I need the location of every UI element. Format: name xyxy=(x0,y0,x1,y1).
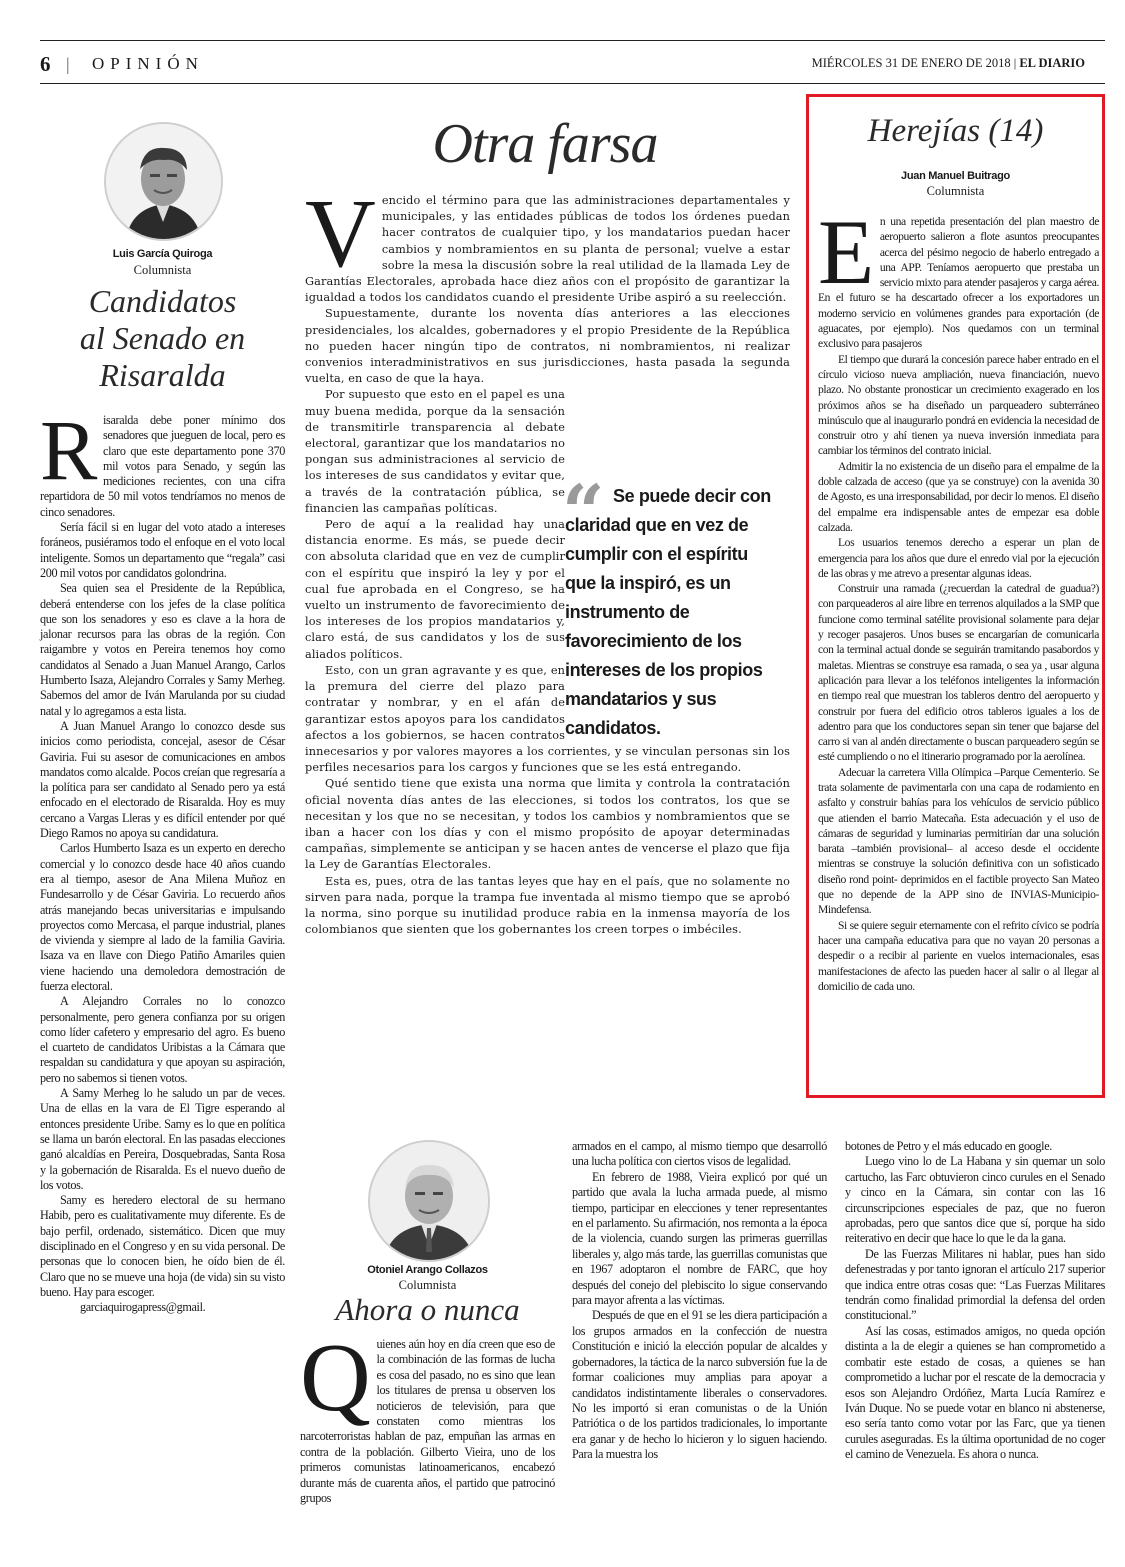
paragraph: Luego vino lo de La Habana y sin quemar un solo cartucho, las Farc obtuvieron cinco curules en el Senado y cinco en la Cámara, sin contar con las 16 circunscripciones especiales de paz, que no fueron aprobadas, pero que santos dice que sí, porque ha sido reiterativo en decir que hace lo que le da la gana. xyxy=(845,1154,1105,1246)
paragraph xyxy=(40,402,285,520)
top-rule xyxy=(40,40,1105,41)
article-body-col1 xyxy=(300,1324,555,1506)
paragraph: Supuestamente, durante los noventa días anteriores a las elecciones presidenciales, los alcaldes, gobernadores y el propio Presidente de la República no pueden hacer ningún tipo de contratos, ni nombramientos, ni realizar convenios interadministrativos en sus jurisdicciones, hasta pasada la segunda vuelta, en caso de que la haya. xyxy=(305,307,790,386)
paragraph: Samy es heredero electoral de su hermano Habib, pero es cualitativamente muy diferente. Es de bajo perfil, ordenado, sistemático. Dicen que muy disciplinado en el Congreso y en su vida personal. De personas que lo conocen bien, he oído bien de él. Claro que no se mueve una hoja (de vida) sin su visto bueno. Hay para escoger. xyxy=(40,1193,285,1299)
paragraph: Por supuesto que esto en el papel es una muy buena medida, porque da la sensación de transmitirle transparencia al debate electoral, garantizar que los mandatarios no pongan sus administraciones al servicio de los intereses de sus candidatos y evitar que, a través de la contratación pública, se financien las campañas políticas. xyxy=(305,388,565,515)
drop-cap: V xyxy=(305,180,376,288)
paragraph: De las Fuerzas Militares ni hablar, pues han sido defenestradas y por tanto ignoran el artículo 217 superior que indica entre otras cosas que: “Las Fuerzas Militares tendrán como finalidad primordial la defensa del orden constitucional.” xyxy=(845,1246,1105,1323)
paragraph: Qué sentido tiene que exista una norma que limita y controla la contratación oficial noventa días antes de las elecciones, si todos los contratos, los que se necesitan y los que no se necesitan, y todos los cambios y nombramientos que se iban a hacer con los días y con el mismo propósito de apoyar determinadas campañas, simplemente se anticipan y se hacen antes de vencerse el plazo que fija la Ley de Garantías Electorales. xyxy=(305,777,790,872)
paragraph: Pero de aquí a la realidad hay una distancia enorme. Es más, se puede decir con absoluta claridad que en vez de cumplir con el espíritu que inspiró la ley y por el cual fue aprobada en el Congreso, se ha vuelto un instrumento de favorecimiento de los intereses de los propios mandatarios y, claro está, de sus candidatos y los de sus aliados políticos. xyxy=(305,518,565,661)
title-line: Candidatos xyxy=(88,283,237,319)
paragraph: Esta es, pues, otra de las tantas leyes que hay en el país, que no solamente no sirven para nada, porque la trampa fue inventada al mismo tiempo que se aprobó la norma, sino porque su inutilidad produce rabia en la inmensa mayoría de los colombianos que sienten que los gobernantes los creen torpes o imbéciles. xyxy=(305,874,790,937)
paragraph: Esto, con un gran agravante y es que, en la premura del cierre del plazo para contratar y nombrar, y en el afán de garantizar estos apoyos para los candidatos afectos a los gobiernos, se hacen contratos innecesarios y por valores mayores a los corrientes, y se vinculan personas sin los perfiles necesarios para los cargos y funciones que se les está entregando. xyxy=(305,663,790,775)
author-email: garciaquirogapress@gmail. xyxy=(80,1300,206,1315)
paragraph-text: n una repetida presentación del plan maestro de aeropuerto salieron a flote asuntos preocupantes acerca del pésimo negocio de haberlo entregado a una APP. Teníamos aeropuerto que prestaba un servicio mixto para atender pasajeros y carga aérea. En el futuro se ha descartado ofrecer a los exportadores un moderno servicio en volúmenes grandes para exportación (de aguacates, por ejemplo). Nos quedamos con un terminal exclusivo para pasajeros xyxy=(818,215,1099,351)
pull-quote xyxy=(562,470,780,743)
paragraph: A Alejandro Corrales no lo conozco personalmente, pero genera confianza por su origen como líder cafetero y empresario del agro. Es bueno el cuarteto de candidatos Uribistas a la Cámara que respaldan su candidatura y que apoyan su aspiración, pero no sabemos si tienen votos. xyxy=(40,994,285,1085)
paragraph: Sea quien sea el Presidente de la República, deberá entenderse con los jefes de la clase política que son los senadores y eso es clave a la hora de jalonar recursos para las obras de la región. Con raigambre y votos en Pereira tenemos hoy como candidatos al Senado a Juan Manuel Arango, Carlos Humberto Isaza, Alejandro Corrales y Samy Merheg. Sabemos del amor de Iván Marulanda por su ciudad natal y lo agregamos a esta lista. xyxy=(40,581,285,718)
editorial-title: Otra farsa xyxy=(432,113,658,175)
header-separator: | xyxy=(66,54,70,74)
title-line: al Senado en xyxy=(79,320,246,356)
newspaper-name: EL DIARIO xyxy=(1019,56,1085,70)
author-role: Columnista xyxy=(398,1278,457,1292)
paragraph: Los usuarios tenemos derecho a esperar un plan de emergencia para los años que dure el enredo vial por la ejecución de las obras y me atrevo a presentar algunas ideas. xyxy=(818,536,1099,580)
author-role: Columnista xyxy=(926,184,985,198)
paragraph: A Juan Manuel Arango lo conozco desde sus inicios como periodista, concejal, asesor de César Gaviria. Fui su asesor de comunicaciones en ambos mandatos como alcalde. Pocos creían que regresaría a la política para ser candidato al Senado pero ya está enfocado en el electorado de Risaralda. Hoy es muy cercano a Vargas Lleras y es difícil entender por qué Diego Ramos no apoya su candidatura. xyxy=(40,718,285,841)
paragraph: botones de Petro y el más educado en google. xyxy=(845,1139,1052,1153)
paragraph: Carlos Humberto Isaza es un experto en derecho comercial y lo conozco desde hace 40 años cuando era al tiempo, asesor de Ana Milena Muñoz en Fundesarrollo y de César Gaviria. Lo recuerdo años atrás manejando becas universitarias e impulsando proyectos como Mercasa, el parque industrial, planes de vivienda y siempre al lado de la familia Gaviria. Isaza va en llave con Diego Patiño Amariles quien viene haciendo una demoledora demostración de fuerza electoral. xyxy=(40,841,285,993)
paragraph-text: encido el término para que las administraciones departamentales y municipales, y las entidades públicas de todos los órdenes puedan hacer contratos de cualquier tipo, y los mandatarios puedan hacer cambios y nombramientos en su planta de personal; vuelve a estar sobre la mesa la discusión sobre la real utilidad de la llamada Ley de Garantías Electorales, aprobada hace diez años con el propósito de garantizar la igualdad a todos los candidatos cuando el presidente Uribe aspiró a su reelección. xyxy=(305,194,790,305)
paragraph: Adecuar la carretera Villa Olímpica –Parque Cementerio. Se trata solamente de pavimentarla con una capa de rodamiento en asfalto y construir bahías para los vehículos de servicio público que atienden el barrio Matecaña. Esta adecuación y el uso de cámaras de seguridad y luminarias permitirían dar una solución barata –también provisional– al acceso desde el occidente mientras se construye la solución definitiva con un sofisticado diseño rond point- deprimidos en el factible proyecto San Mateo que no depende de la APP sino de INVIAS-Municipio-Mindefensa. xyxy=(818,765,1099,917)
paragraph: A Samy Merheg lo he saludo un par de veces. Una de ellas en la vara de El Tigre esperando al entonces presidente Uribe. Samy es lo que en política se llama un barón electoral. En las pasadas elecciones ganó alcaldías en Pereira, Dosquebradas, Santa Rosa y la gobernación de Risaralda. Es el nuevo dueño de los votos. xyxy=(40,1086,285,1192)
article-title: Ahora o nunca xyxy=(335,1292,520,1327)
paragraph: armados en el campo, al mismo tiempo que desarrolló una lucha política con ciertos visos de legalidad. xyxy=(572,1139,827,1169)
author-name: Otoniel Arango Collazos xyxy=(367,1264,488,1276)
title-line: Risaralda xyxy=(99,357,226,393)
author-role: Columnista xyxy=(133,263,192,277)
article-title xyxy=(40,283,285,394)
author-photo xyxy=(368,1140,490,1262)
portrait-graphic xyxy=(106,124,221,239)
paragraph-text: isaralda debe poner mínimo dos senadores que jueguen de local, pero es claro que este departamento pone 370 mil votos para Senado, y según las mediciones recientes, con una cifra repartidora de 50 mil votos tendríamos no menos de cinco senadores. xyxy=(40,413,285,519)
author-name: Luis García Quiroga xyxy=(112,248,213,260)
paragraph: Sería fácil si en lugar del voto atado a intereses foráneos, pusiéramos todo el enfoque en el voto local inteligente. Somos un departamento que “regala” casi 200 mil votos por candidatos golondrina. xyxy=(40,520,285,580)
paragraph-text: uienes aún hoy en día creen que eso de la combinación de las formas de lucha es cosa del pasado, no es sino que lean los titulares de prensa u observen los noticieros de televisión, para que constaten como mientras los narcoterroristas hablan de paz, empuñan las armas en contra de la población. Gilberto Vieira, uno de los primeros comunistas latinoamericanos, encabezó durante más de cuarenta años, el partido que patrocinó grupos xyxy=(300,1337,555,1506)
paragraph: Construir una ramada (¿recuerdan la catedral de guadua?) con parqueaderos al aire libre en terrenos alquilados a la SMP que funcione como terminal satélite provisional solamente para dejar y recoger pasajeros. Unos buses se encargarían de comunicarla con la terminal actual donde se seguirán tramitando pasabordos y maletas. Mientras se construye esa ramada, o sea ya , usar alguna aplicación para llevar a los teléfonos inteligentes la información en tiempo real que muestran los tableros dentro del aeropuerto y construir por fuera del edificio otros tableros iguales a los de adentro para que los conductores sepan sin tener que bajarse del carro si van al andén directamente o buscan parqueadero según se esté cumpliendo o no el itinerario programado por la aerolínea. xyxy=(818,582,1099,764)
column-body xyxy=(818,201,1099,994)
paragraph xyxy=(305,180,790,306)
paragraph: El tiempo que durará la concesión parece haber entrado en el círculo vicioso nueva ampliación, nueva financiación, nuevo plazo. No obstante pronosticar un crecimiento exagerado en los próximos años se ha diseñado un parqueadero subterráneo minúsculo que al inaugurarlo pondrá en evidencia la necesidad de construir otro y ahí tienen ya nueva inversión inmediata para cambiar los términos del contrato inicial. xyxy=(818,352,1099,458)
drop-cap: Q xyxy=(300,1324,371,1432)
author-name: Juan Manuel Buitrago xyxy=(901,170,1010,182)
paragraph xyxy=(818,201,1099,352)
paragraph xyxy=(300,1324,555,1506)
pull-quote-text: Se puede decir con claridad que en vez de cumplir con el espíritu que la inspiró, es un instrumento de favorecimiento de los intereses de los propios mandatarios y sus candidatos. xyxy=(565,486,771,738)
paragraph: Así las cosas, estimados amigos, no queda opción distinta a la de elegir a quienes se han comprometido a combatir este estado de cosas, a quienes se han comprometido a luchar por el rescate de la democracia y esos son Alejandro Ordóñez, Marta Lucía Ramírez e Iván Duque. No se puede votar en blanco ni abstenerse, eso sería tanto como votar por las Farc, que ya tienen curules aseguradas. Es la última oportunidad de no coger el camino de Venezuela. Es ahora o nunca. xyxy=(845,1323,1105,1462)
paragraph: Después de que en el 91 se les diera participación a los grupos armados en la confección de nuestra Constitución e inició la elección popular de alcaldes y gobernadores, la táctica de la narco subversión fue la de formar coaliciones muy amplias para apoyar a candidatos indistintamente liberales o conservadores. No les importó si eran comunistas o de la Unión Patriótica o de los partidos tradicionales, lo importante era ganar y de hecho lo hicieron y lo siguen haciendo. Para la muestra los xyxy=(572,1308,827,1462)
page-number: 6 xyxy=(40,52,51,76)
quote-mark-icon: “ xyxy=(562,470,605,556)
section-name: OPINIÓN xyxy=(92,54,204,73)
portrait-graphic xyxy=(370,1142,488,1260)
article-body-col2 xyxy=(572,1139,827,1463)
issue-date: MIÉRCOLES 31 DE ENERO DE 2018 | xyxy=(811,56,1017,70)
paragraph: En febrero de 1988, Vieira explicó por qué un partido que avala la lucha armada puede, al mismo tiempo, participar en elecciones y tener representantes en el parlamento. Su afirmación, nos remonta a la época de la violencia, cuando surgen las primeras guerrillas liberales y, algo más tarde, las guerrillas comunistas que en 1967 adoptaron el nombre de FARC, que hoy después del conejo del plebiscito lo sigue conservando para mayor afrenta a las víctimas. xyxy=(572,1169,827,1308)
article-body-col3 xyxy=(845,1139,1105,1463)
header-dateline xyxy=(812,56,1085,71)
author-photo xyxy=(104,122,223,241)
drop-cap: R xyxy=(40,402,98,498)
drop-cap: E xyxy=(818,201,874,303)
article-body xyxy=(40,402,285,1316)
paragraph: Admitir la no existencia de un diseño para el empalme de la doble calzada de acceso (que ya se construye) con la avenida 30 de Agosto, es una irresponsabilidad, por decir lo menos. El diseño del empalme era indispensable antes de empezar esa doble calzada. xyxy=(818,459,1099,534)
column-title: Herejías (14) xyxy=(867,113,1044,149)
header-rule xyxy=(40,83,1105,84)
paragraph: Si se quiere seguir eternamente con el refrito cívico se podría hacer una campaña educativa para que no vayan 20 personas a despedir o a recibir al pariente en vuelos internacionales, esas manifestaciones de afecto las pueden hacer al salir o al llegar al domicilio de cada uno. xyxy=(818,918,1099,993)
